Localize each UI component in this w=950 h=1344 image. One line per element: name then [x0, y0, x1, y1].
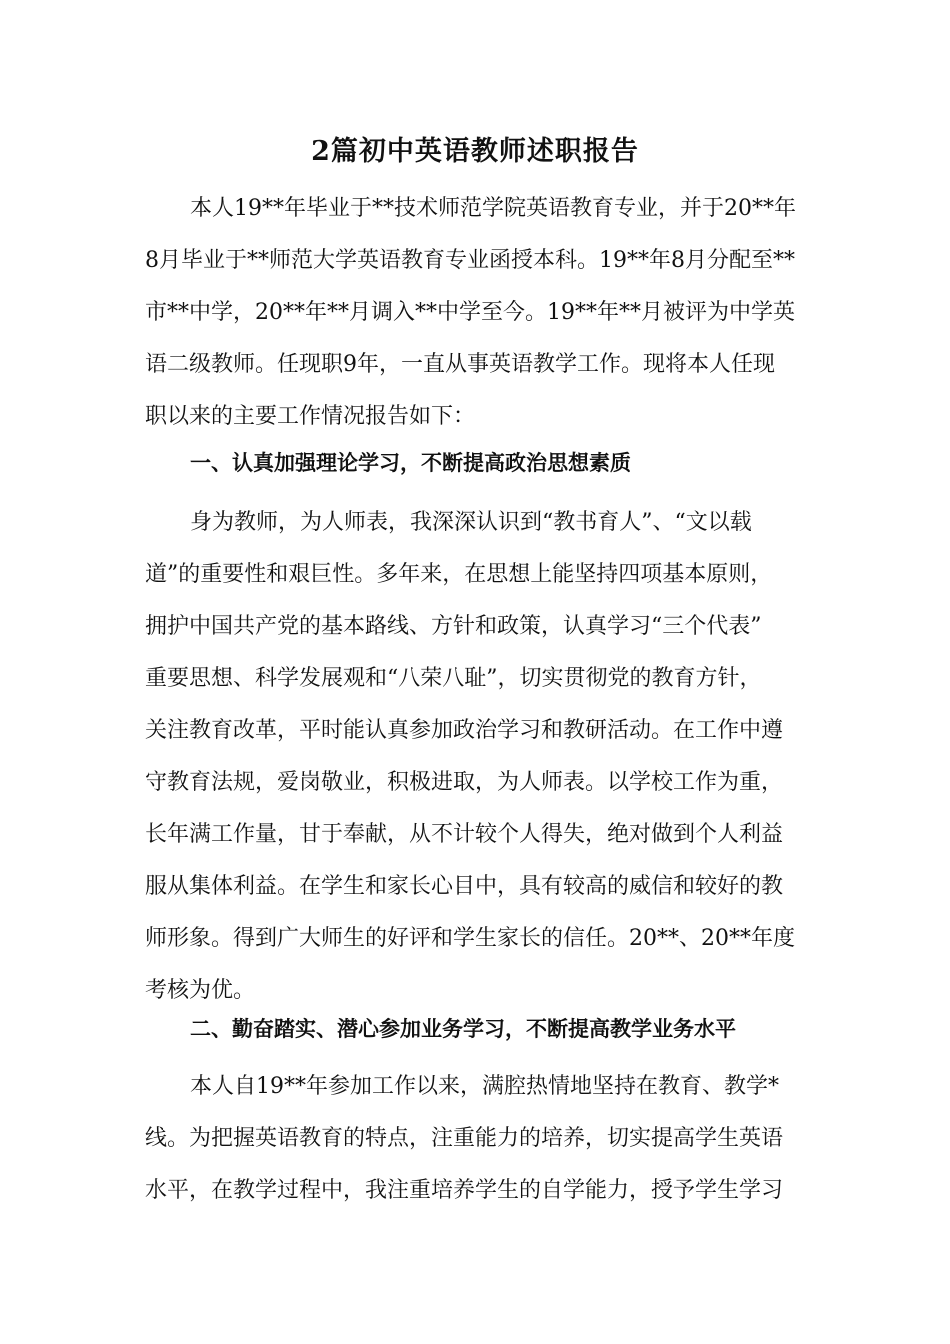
- paragraph-line: 师形象。得到广大师生的好评和学生家长的信任。20**、20**年度: [145, 926, 795, 951]
- paragraph-line: 职以来的主要工作情况报告如下：: [145, 404, 476, 429]
- paragraph-line: 关注教育改革，平时能认真参加政治学习和教研活动。在工作中遵: [145, 718, 784, 743]
- paragraph-line: 服从集体利益。在学生和家长心目中，具有较高的威信和较好的教: [145, 874, 784, 899]
- paragraph-line: 道”的重要性和艰巨性。多年来，在思想上能坚持四项基本原则，: [145, 562, 773, 587]
- paragraph-line: 重要思想、科学发展观和“八荣八耻”，切实贯彻党的教育方针，: [145, 666, 762, 691]
- paragraph-line: 语二级教师。任现职9年，一直从事英语教学工作。现将本人任现: [145, 352, 775, 377]
- paragraph-line: 守教育法规，爱岗敬业，积极进取，为人师表。以学校工作为重，: [145, 770, 784, 795]
- paragraph-intro: [145, 183, 815, 443]
- paragraph-line: 8月毕业于**师范大学英语教育专业函授本科。19**年8月分配至**: [145, 248, 795, 273]
- paragraph-section-2: [145, 1061, 815, 1217]
- paragraph-section-1: [145, 497, 815, 1017]
- paragraph-line: 长年满工作量，甘于奉献，从不计较个人得失，绝对做到个人利益: [145, 822, 784, 847]
- paragraph-line: 市**中学，20**年**月调入**中学至今。19**年**月被评为中学英: [145, 300, 795, 325]
- paragraph-line: 身为教师，为人师表，我深深认识到“教书育人”、“文以载: [190, 510, 752, 535]
- paragraph-line: 本人19**年毕业于**技术师范学院英语教育专业，并于20**年: [190, 196, 796, 221]
- paragraph-line: 线。为把握英语教育的特点，注重能力的培养，切实提高学生英语: [145, 1126, 784, 1151]
- paragraph-line: 拥护中国共产党的基本路线、方针和政策，认真学习“三个代表”: [145, 614, 762, 639]
- section-heading-1: 一、认真加强理论学习，不断提高政治思想素质: [190, 450, 631, 475]
- paragraph-line: 本人自19**年参加工作以来，满腔热情地坚持在教育、教学*: [190, 1074, 779, 1099]
- document-title: 2篇初中英语教师述职报告: [311, 136, 639, 167]
- paragraph-line: 考核为优。: [145, 978, 256, 1003]
- paragraph-line: 水平，在教学过程中，我注重培养学生的自学能力，授予学生学习: [145, 1178, 784, 1203]
- section-heading-2: 二、勤奋踏实、潜心参加业务学习，不断提高教学业务水平: [190, 1016, 736, 1041]
